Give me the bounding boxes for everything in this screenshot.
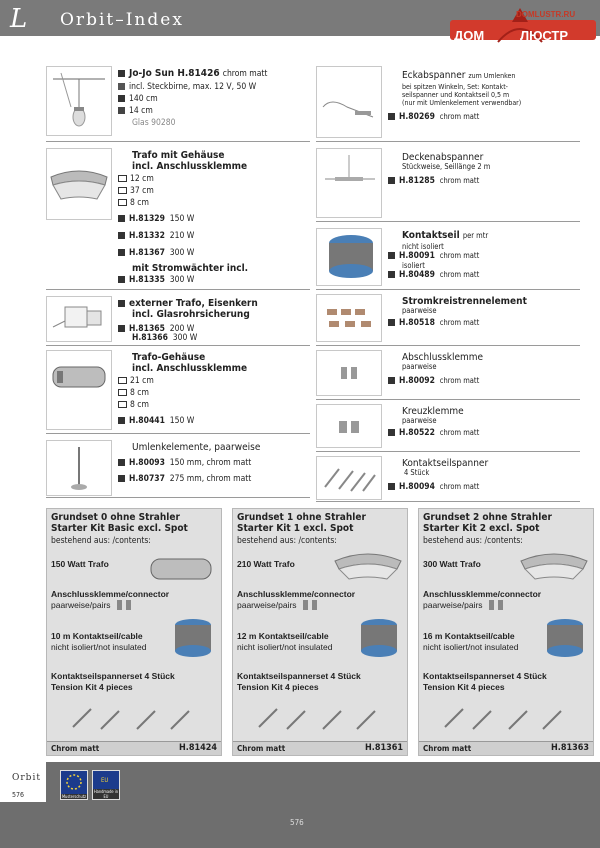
abschluss-desc: paarweise: [402, 362, 437, 371]
eu-stars-icon: [61, 771, 87, 793]
jojo-sun-image: [46, 66, 112, 136]
abschluss-name: Abschlussklemme: [402, 352, 484, 363]
kit0-pairs: paarweise/pairs: [51, 600, 111, 610]
extern-name-2: incl. Glasrohrsicherung: [132, 309, 250, 320]
end-clamp-image: [316, 350, 382, 396]
trafo-sub-val: 300 W: [169, 275, 195, 285]
product-stromkreistrennelement: [316, 292, 580, 346]
kit0-trafo: 150 Watt Trafo: [51, 559, 109, 569]
eckab-name: Eckabspanner: [402, 70, 466, 81]
cross-clamp-image: [316, 404, 382, 448]
extern-code-2: H.81366: [132, 333, 168, 343]
kit0-tensioner-icon: [67, 699, 207, 735]
kit2-clamp: Anschlussklemme/connector: [423, 589, 542, 599]
jojo-spec-diameter: 14 cm: [129, 106, 153, 116]
product-kontaktseilspanner: [316, 454, 580, 502]
kit1-insulated: nicht isoliert/not insulated: [237, 642, 333, 652]
product-trafo-gehaeuse: [46, 146, 310, 290]
kit1-cable: 12 m Kontaktseil/cable: [237, 631, 329, 641]
kit0-footer: [47, 741, 221, 755]
brand-word-1: ДОМ: [454, 28, 485, 43]
eckab-desc-4: (nur mit Umlenkelement verwendbar): [402, 99, 522, 107]
eu-design-badge: [60, 770, 88, 800]
kit1-tension-2: Tension Kit 4 pieces: [237, 682, 319, 692]
kit2-footer: [419, 741, 593, 755]
kit2-insulated: nicht isoliert/not insulated: [423, 642, 519, 652]
housing-dim-3: 8 cm: [130, 400, 149, 410]
brand-word-2: ЛЮСТР: [520, 28, 569, 43]
separator-image: [316, 294, 382, 342]
strom-desc: paarweise: [402, 306, 437, 315]
kit0-clamp: Anschlussklemme/connector: [51, 589, 170, 599]
strom-val: chrom matt: [439, 318, 480, 327]
kit0-trafo-icon: [147, 549, 217, 585]
kit1-clamp-icon: [301, 599, 321, 611]
kit0-contents: bestehend aus: /contents:: [51, 536, 151, 546]
kontakt-insulated: isoliert: [402, 261, 425, 270]
jojo-spec-bulb: incl. Steckbirne, max. 12 V, 50 W: [129, 82, 257, 92]
extern-val-1: 200 W: [169, 324, 195, 334]
housing-name-1: Trafo-Gehäuse: [132, 352, 206, 363]
product-trafo-housing: [46, 348, 310, 434]
kit2-title-2: Starter Kit 2 excl. Spot: [423, 523, 540, 534]
page-number: 576: [290, 818, 304, 827]
page-title: Orbit–Index: [60, 10, 184, 30]
kit1-contents: bestehend aus: /contents:: [237, 536, 337, 546]
kontakt-code-1: H.80091: [399, 251, 435, 261]
kit1-clamp: Anschlussklemme/connector: [237, 589, 356, 599]
kit1-footer: [233, 741, 407, 755]
circuit-separator-icon: [317, 295, 381, 341]
kit2-tensioner-icon: [439, 699, 579, 735]
kit0-insulated: nicht isoliert/not insulated: [51, 642, 147, 652]
product-abschlussklemme: [316, 348, 580, 400]
deflector-rod-icon: [47, 441, 111, 495]
brand-logo-letter: L: [10, 4, 28, 34]
strom-code: H.80518: [399, 318, 435, 328]
kit2-cable: 16 m Kontaktseil/cable: [423, 631, 515, 641]
kit1-title-2: Starter Kit 1 excl. Spot: [237, 523, 354, 534]
umlenk-val-2: 275 mm, chrom matt: [169, 474, 252, 484]
extern-val-2: 300 W: [172, 333, 198, 343]
cross-clamp-icon: [317, 405, 381, 447]
trafo-val-2: 210 W: [169, 231, 195, 241]
decken-val: chrom matt: [439, 176, 480, 185]
series-name: Orbit: [12, 773, 41, 783]
kit1-tensioner-icon: [253, 699, 393, 735]
kit0-code: H.81424: [178, 743, 217, 753]
kreuz-desc: paarweise: [402, 416, 437, 425]
kit2-tension-2: Tension Kit 4 pieces: [423, 682, 505, 692]
kontakt-name: Kontaktseil: [402, 230, 460, 241]
kontakt-val-2: chrom matt: [439, 270, 480, 279]
eckab-desc-2: bei spitzen Winkeln, Set: Kontakt-: [402, 83, 508, 91]
trafo-dim-1: 12 cm: [130, 174, 154, 184]
kit0-title-2: Starter Kit Basic excl. Spot: [51, 523, 188, 534]
cable-spool-image: [316, 228, 382, 286]
product-eckabspanner: [316, 64, 580, 142]
housing-code: H.80441: [129, 416, 165, 426]
jojo-name: Jo-Jo Sun H.81426: [129, 68, 220, 79]
spanner-code: H.80094: [399, 482, 435, 492]
page-footer: [0, 762, 600, 848]
brand-url: DOMLUSTR.RU: [516, 10, 576, 19]
external-trafo-image: [46, 296, 112, 342]
spanner-val: chrom matt: [439, 482, 480, 491]
kreuz-code: H.80522: [399, 428, 435, 438]
eckab-desc-1: zum Umlenken: [468, 72, 516, 80]
deflector-image: [46, 440, 112, 496]
product-deckenabspanner: [316, 146, 580, 222]
jojo-spec-length: 140 cm: [129, 94, 158, 104]
kit2-finish: Chrom matt: [423, 744, 472, 753]
product-umlenkelemente: [46, 438, 310, 498]
eckab-code: H.80269: [399, 112, 435, 122]
strom-name: Stromkreistrennelement: [402, 296, 527, 307]
kit1-tension-1: Kontaktseilspannerset 4 Stück: [237, 671, 361, 681]
kit2-trafo-icon: [519, 543, 589, 583]
decken-code: H.81285: [399, 176, 435, 186]
trafo-sub-code: H.81335: [129, 275, 165, 285]
abschluss-code: H.80092: [399, 376, 435, 386]
trafo-code-2: H.81332: [129, 231, 165, 241]
kontakt-code-2: H.80489: [399, 270, 435, 280]
kit2-tension-1: Kontaktseilspannerset 4 Stück: [423, 671, 547, 681]
kit0-finish: Chrom matt: [51, 744, 100, 753]
housing-dim-2: 8 cm: [130, 388, 149, 398]
spanner-desc: 4 Stück: [404, 468, 430, 477]
trafo-housing-chrome-image: [46, 350, 112, 430]
umlenk-code-1: H.80093: [129, 458, 165, 468]
kontakt-not-insulated: nicht isoliert: [402, 242, 444, 251]
starter-kit-basic: [46, 508, 222, 756]
product-kontaktseil: [316, 226, 580, 290]
kit1-trafo-icon: [333, 543, 403, 583]
kit1-title-1: Grundset 1 ohne Strahler: [237, 512, 366, 523]
starter-kit-2: [418, 508, 594, 756]
decken-name: Deckenabspanner: [402, 152, 484, 163]
jojo-finish: chrom matt: [222, 69, 268, 79]
tensioner-set-icon: [317, 457, 381, 499]
kit1-finish: Chrom matt: [237, 744, 286, 753]
kit0-spool-icon: [169, 615, 217, 663]
badge-handmade: Handmade in EU: [93, 789, 119, 799]
kontakt-suffix: per mtr: [462, 231, 489, 240]
kreuz-val: chrom matt: [439, 428, 480, 437]
extern-name-1: externer Trafo, Eisenkern: [129, 298, 258, 309]
badge-eu: EU: [101, 777, 109, 784]
kit2-clamp-icon: [487, 599, 507, 611]
trafo-code-3: H.81367: [129, 248, 165, 258]
umlenk-code-2: H.80737: [129, 474, 165, 484]
kit0-tension-2: Tension Kit 4 pieces: [51, 682, 133, 692]
eckab-val: chrom matt: [439, 112, 480, 121]
corner-tensioner-icon: [317, 67, 381, 137]
trafo-code-1: H.81329: [129, 214, 165, 224]
trafo-housing-image: [46, 148, 112, 220]
deckenabspanner-image: [316, 148, 382, 218]
kit2-pairs: paarweise/pairs: [423, 600, 483, 610]
ceiling-tensioner-icon: [317, 149, 381, 217]
starter-kit-1: [232, 508, 408, 756]
kit1-spool-icon: [355, 615, 403, 663]
jojo-spec-glass: Glas 90280: [132, 118, 176, 128]
umlenk-val-1: 150 mm, chrom matt: [169, 458, 252, 468]
kit2-trafo: 300 Watt Trafo: [423, 559, 481, 569]
housing-dim-1: 21 cm: [130, 376, 154, 386]
decken-desc: Stückweise, Seillänge 2 m: [402, 162, 491, 171]
housing-val: 150 W: [169, 416, 195, 426]
domlustr-watermark: [448, 6, 598, 46]
kit0-title-1: Grundset 0 ohne Strahler: [51, 512, 180, 523]
kit2-title-1: Grundset 2 ohne Strahler: [423, 512, 552, 523]
trafo-dim-3: 8 cm: [130, 198, 149, 208]
trafo-val-3: 300 W: [169, 248, 195, 258]
tensioner-image: [316, 456, 382, 500]
kreuz-name: Kreuzklemme: [402, 406, 464, 417]
iron-core-transformer-icon: [47, 297, 111, 341]
product-jojo-sun: [46, 64, 310, 142]
kit0-clamp-icon: [115, 599, 135, 611]
eckabspanner-image: [316, 66, 382, 138]
badge-musterschutz: Musterschutz: [61, 794, 87, 799]
kit1-code: H.81361: [364, 743, 403, 753]
kontakt-val-1: chrom matt: [439, 251, 480, 260]
trafo-val-1: 150 W: [169, 214, 195, 224]
transformer-icon: [47, 149, 111, 219]
abschluss-val: chrom matt: [439, 376, 480, 385]
product-externer-trafo: [46, 294, 310, 346]
trafo-name-2: incl. Anschlussklemme: [132, 161, 248, 172]
extern-code-1: H.81365: [129, 324, 165, 334]
eu-handmade-badge: [92, 770, 120, 800]
kit2-code: H.81363: [550, 743, 589, 753]
end-clamp-icon: [317, 351, 381, 395]
kit2-spool-icon: [541, 615, 589, 663]
trafo-dim-2: 37 cm: [130, 186, 154, 196]
kit2-contents: bestehend aus: /contents:: [423, 536, 523, 546]
pendant-lamp-icon: [47, 67, 111, 135]
kit1-trafo: 210 Watt Trafo: [237, 559, 295, 569]
kit0-tension-1: Kontaktseilspannerset 4 Stück: [51, 671, 175, 681]
kit1-pairs: paarweise/pairs: [237, 600, 297, 610]
kit0-cable: 10 m Kontaktseil/cable: [51, 631, 143, 641]
eckab-desc-3: seilspanner und Kontaktseil 0,5 m: [402, 91, 510, 99]
housing-name-2: incl. Anschlussklemme: [132, 363, 248, 374]
cable-spool-icon: [317, 229, 381, 285]
product-kreuzklemme: [316, 402, 580, 452]
page-number-side: 576: [12, 791, 25, 799]
trafo-sub-name: mit Stromwächter incl.: [132, 263, 249, 274]
housing-box-icon: [47, 351, 111, 429]
spanner-name: Kontaktseilspanner: [402, 458, 489, 469]
umlenk-name: Umlenkelemente, paarweise: [132, 442, 261, 453]
trafo-name-1: Trafo mit Gehäuse: [132, 150, 225, 161]
